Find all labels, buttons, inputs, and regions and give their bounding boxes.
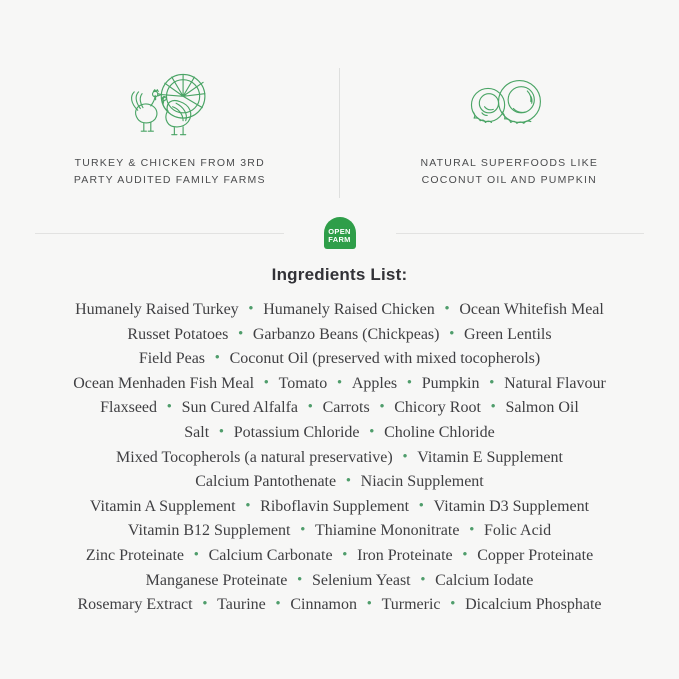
- ingredient-item: Manganese Proteinate: [145, 571, 288, 589]
- caption-line: NATURAL SUPERFOODS LIKE: [420, 157, 599, 169]
- coconut-icon: [461, 70, 557, 140]
- bullet-separator: •: [215, 349, 220, 365]
- bullet-separator: •: [450, 595, 456, 611]
- bullet-separator: •: [297, 570, 302, 586]
- bullet-separator: •: [369, 422, 375, 438]
- bullet-separator: •: [194, 545, 199, 561]
- bullet-separator: •: [419, 496, 424, 512]
- ingredient-item: Mixed Tocopherols (a natural preservative): [116, 448, 393, 466]
- bullet-separator: •: [367, 595, 372, 611]
- ingredient-item: Sun Cured Alfalfa: [181, 399, 299, 417]
- divider-line-right: [396, 233, 645, 234]
- vertical-divider: [339, 68, 340, 198]
- ingredients-line: [20, 396, 660, 421]
- caption-line: PARTY AUDITED FAMILY FARMS: [73, 174, 266, 186]
- feature-turkey-chicken: [0, 70, 340, 189]
- ingredients-line: [20, 298, 660, 323]
- caption-line: COCONUT OIL AND PUMPKIN: [421, 174, 597, 186]
- bullet-separator: •: [449, 324, 455, 340]
- bullet-separator: •: [202, 595, 208, 611]
- bullet-separator: •: [337, 373, 342, 389]
- bullet-separator: •: [264, 373, 269, 389]
- ingredient-item: Natural Flavour: [504, 374, 606, 392]
- bullet-separator: •: [420, 570, 426, 586]
- ingredients-line: [20, 323, 660, 348]
- ingredient-item: Potassium Chloride: [233, 423, 360, 441]
- ingredient-item: Carrots: [322, 399, 370, 417]
- ingredients-line: [20, 446, 660, 471]
- ingredients-line: [20, 544, 660, 569]
- ingredient-item: Field Peas: [138, 350, 206, 368]
- ingredient-item: Coconut Oil (preserved with mixed tocopherols): [229, 350, 541, 368]
- ingredient-item: Riboflavin Supplement: [260, 497, 410, 515]
- ingredient-item: Humanely Raised Chicken: [263, 301, 435, 318]
- ingredient-item: Zinc Proteinate: [85, 546, 185, 564]
- badge-divider-row: [35, 217, 644, 249]
- bullet-separator: •: [379, 398, 385, 414]
- ingredient-item: Vitamin A Supplement: [89, 497, 236, 515]
- bullet-separator: •: [444, 300, 450, 315]
- ingredient-item: Salt: [184, 423, 210, 441]
- ingredients-line: [20, 470, 660, 495]
- bullet-separator: •: [490, 398, 496, 414]
- bullet-separator: •: [300, 521, 306, 537]
- ingredient-item: Niacin Supplement: [360, 473, 484, 491]
- ingredient-item: Folic Acid: [484, 522, 552, 540]
- bullet-separator: •: [462, 545, 468, 561]
- bullet-separator: •: [167, 398, 172, 414]
- ingredient-item: Tomato: [278, 374, 328, 392]
- ingredient-item: Calcium Pantothenate: [195, 473, 337, 491]
- ingredient-item: Apples: [351, 374, 398, 392]
- bullet-separator: •: [346, 472, 351, 488]
- ingredients-heading: Ingredients List:: [271, 265, 408, 284]
- bullet-separator: •: [308, 398, 313, 414]
- ingredient-item: Pumpkin: [421, 374, 480, 392]
- ingredients-list: [20, 298, 660, 618]
- bullet-separator: •: [248, 300, 254, 315]
- divider-line-left: [35, 233, 284, 234]
- ingredient-item: Vitamin D3 Supplement: [433, 497, 590, 515]
- ingredient-item: Garbanzo Beans (Chickpeas): [252, 325, 440, 343]
- ingredients-line: [20, 519, 660, 544]
- ingredient-item: Cinnamon: [290, 596, 357, 614]
- logo-text-open: OPEN: [328, 227, 351, 236]
- ingredient-item: Vitamin E Supplement: [417, 448, 563, 466]
- ingredient-item: Humanely Raised Turkey: [75, 301, 239, 318]
- ingredient-item: Dicalcium Phosphate: [465, 596, 602, 614]
- ingredients-line: [20, 372, 660, 397]
- ingredient-item: Calcium Iodate: [435, 571, 534, 589]
- ingredient-item: Salmon Oil: [505, 399, 579, 417]
- feature-caption: [420, 155, 598, 189]
- feature-caption: [74, 155, 266, 189]
- bullet-separator: •: [275, 595, 281, 611]
- ingredient-item: Turmeric: [381, 596, 441, 614]
- ingredient-item: Vitamin B12 Supplement: [127, 522, 291, 540]
- bullet-separator: •: [402, 447, 408, 463]
- bullet-separator: •: [469, 521, 474, 537]
- ingredient-item: Green Lentils: [464, 325, 552, 343]
- ingredient-item: Choline Chloride: [384, 423, 495, 441]
- bullet-separator: •: [407, 373, 412, 389]
- ingredient-item: Ocean Menhaden Fish Meal: [73, 374, 255, 392]
- logo-text-farm: FARM: [328, 235, 351, 244]
- ingredient-item: Iron Proteinate: [357, 546, 453, 564]
- ingredients-line: [20, 347, 660, 372]
- ingredient-item: Thiamine Mononitrate: [315, 522, 460, 540]
- turkey-chicken-icon: [122, 70, 218, 140]
- ingredient-item: Calcium Carbonate: [208, 546, 333, 564]
- ingredient-item: Rosemary Extract: [77, 596, 193, 614]
- ingredient-item: Ocean Whitefish Meal: [459, 301, 604, 318]
- ingredients-line: [20, 495, 660, 520]
- ingredient-item: Flaxseed: [100, 399, 158, 417]
- ingredient-item: Chicory Root: [394, 399, 481, 417]
- bullet-separator: •: [245, 496, 251, 512]
- bullet-separator: •: [342, 545, 348, 561]
- ingredients-line: [20, 569, 660, 594]
- ingredient-item: Taurine: [217, 596, 266, 614]
- ingredients-line: [20, 421, 660, 446]
- open-farm-logo: [324, 217, 356, 249]
- feature-superfoods: [340, 70, 679, 189]
- bullet-separator: •: [219, 422, 224, 438]
- caption-line: TURKEY & CHICKEN FROM 3RD: [74, 157, 265, 169]
- bullet-separator: •: [489, 373, 495, 389]
- ingredient-item: Russet Potatoes: [127, 325, 229, 343]
- ingredient-item: Selenium Yeast: [311, 571, 411, 589]
- bullet-separator: •: [238, 324, 243, 340]
- ingredients-line: [20, 593, 660, 618]
- ingredient-item: Copper Proteinate: [477, 546, 594, 564]
